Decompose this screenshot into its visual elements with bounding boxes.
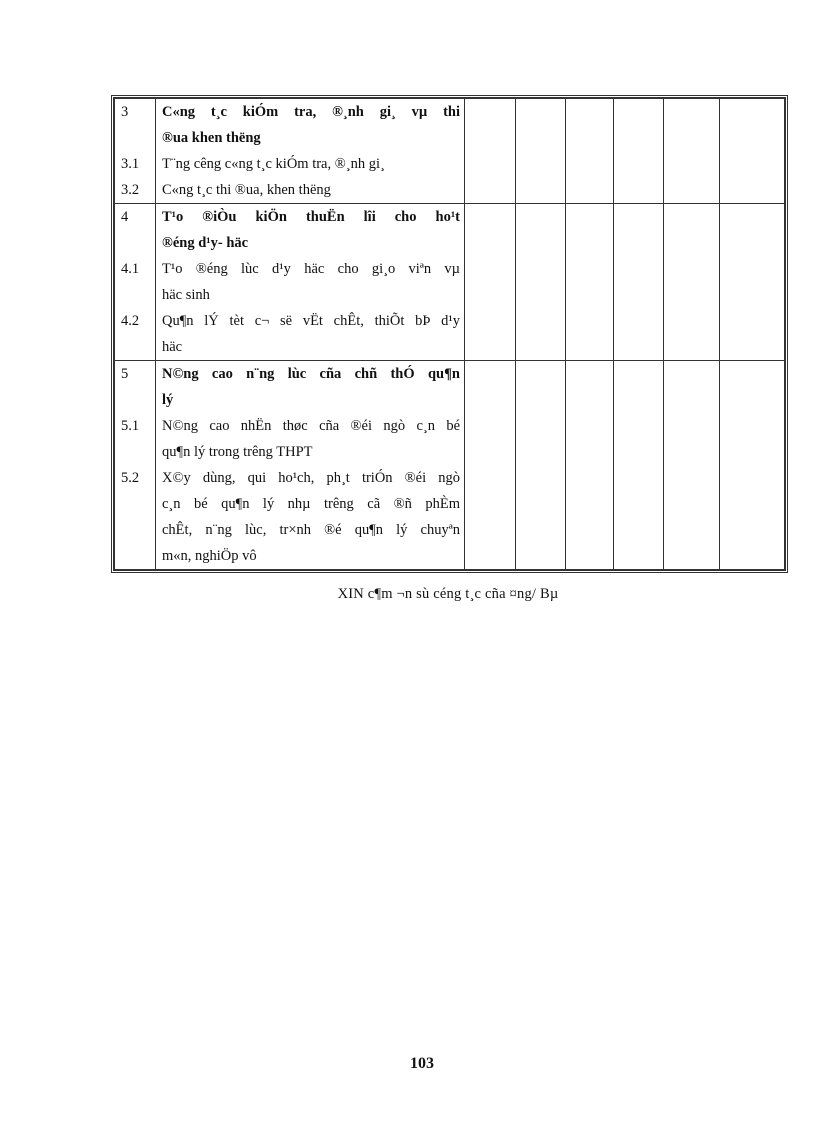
rating-cell	[614, 204, 664, 361]
table-body	[115, 99, 785, 570]
item-number	[115, 125, 155, 151]
item-number: 5.2	[121, 470, 140, 486]
rating-cell	[720, 204, 785, 361]
item-number	[115, 517, 155, 543]
item-number	[115, 230, 155, 256]
rating-cell	[664, 99, 720, 204]
thanks-note: XIN c¶m ¬n sù céng t¸c cña ¤ng/ Bµ	[337, 586, 559, 602]
item-text: N©ng cao nhËn thøc cña ®éi ngò c¸n bé	[162, 418, 460, 434]
rating-cell	[664, 361, 720, 570]
item-number	[115, 334, 155, 360]
item-number	[115, 491, 155, 517]
section-heading: ®éng d¹y- häc	[162, 235, 249, 251]
item-text: T¹o ®éng lùc d¹y häc cho gi¸o viªn vµ	[162, 261, 460, 277]
item-text: Qu¶n lÝ tèt c¬ së vËt chÊt, thiÕt bÞ d¹y	[162, 313, 460, 329]
item-number: 5.1	[121, 418, 140, 434]
rating-cell	[566, 99, 614, 204]
item-text: X©y dùng, qui ho¹ch, ph¸t triÓn ®éi ngò	[162, 470, 460, 486]
item-content-cell	[156, 204, 465, 361]
rating-cell	[465, 361, 516, 570]
rating-cell	[720, 361, 785, 570]
rating-cell	[720, 99, 785, 204]
item-number-cell	[115, 361, 156, 570]
item-text: häc sinh	[162, 287, 210, 303]
section-heading: ®ua khen thëng	[162, 130, 261, 146]
rating-cell	[566, 361, 614, 570]
item-number: 3.1	[121, 156, 140, 172]
item-number: 5	[121, 366, 129, 382]
item-number: 4.1	[121, 261, 140, 277]
item-content-cell	[156, 361, 465, 570]
section-heading: C«ng t¸c kiÓm tra, ®¸nh gi¸ vµ thi	[162, 104, 460, 120]
item-text: chÊt, n¨ng lùc, tr×nh ®é qu¶n lý chuyªn	[162, 522, 460, 538]
item-number: 4	[121, 209, 129, 225]
rating-cell	[465, 99, 516, 204]
item-text: C«ng t¸c thi ®ua, khen thëng	[162, 182, 331, 198]
evaluation-table	[111, 95, 788, 573]
item-text: c¸n bé qu¶n lý nhµ trêng cã ®ñ phÈm	[162, 496, 460, 512]
rating-cell	[664, 204, 720, 361]
item-text: T¨ng cêng c«ng t¸c kiÓm tra, ®¸nh gi¸	[162, 156, 385, 172]
item-number: 3	[121, 104, 129, 120]
item-number	[115, 387, 155, 413]
item-number-cell	[115, 99, 156, 204]
item-text: qu¶n lý trong trêng THPT	[162, 444, 313, 460]
rating-cell	[516, 204, 566, 361]
rating-cell	[566, 204, 614, 361]
item-number	[115, 543, 155, 569]
item-content-cell	[156, 99, 465, 204]
item-number: 3.2	[121, 182, 140, 198]
rating-cell	[465, 204, 516, 361]
rating-cell	[614, 99, 664, 204]
item-number: 4.2	[121, 313, 140, 329]
section-heading: lý	[162, 392, 174, 408]
item-number	[115, 282, 155, 308]
item-number	[115, 439, 155, 465]
item-text: m«n, nghiÖp vô	[162, 548, 257, 564]
table-row	[115, 361, 785, 570]
section-heading: N©ng cao n¨ng lùc cña chñ thÓ qu¶n	[162, 366, 460, 382]
item-text: häc	[162, 339, 183, 355]
section-heading: T¹o ®iÒu kiÖn thuËn lîi cho ho¹t	[162, 209, 460, 225]
item-number-cell	[115, 204, 156, 361]
rating-cell	[516, 361, 566, 570]
rating-cell	[614, 361, 664, 570]
table-row	[115, 204, 785, 361]
rating-cell	[516, 99, 566, 204]
page-number: 103	[410, 1055, 434, 1072]
table-row	[115, 99, 785, 204]
